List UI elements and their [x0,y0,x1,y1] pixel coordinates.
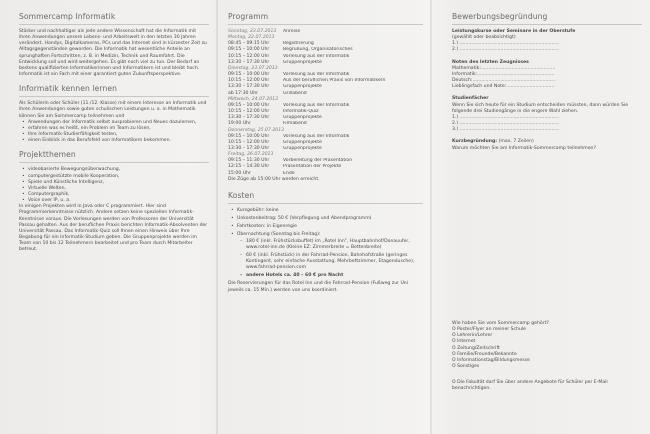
lk-title: Leistungskurse oder Seminare in der Oberstufe [452,29,576,34]
schedule-time: 09:15 – 10:00 Uhr [228,47,270,53]
kennen-lernen-list [19,120,209,145]
kosten-footer: Die Reservierungen für das Rotel Inn und die Fahrrad-Pension (Fußweg zur Uni jeweils ca. 15 Min.) werden von uns koordiniert. [228,281,409,293]
option-checkbox[interactable]: O Internet [452,339,476,345]
stud-field-1[interactable]: 1.) .................................................................... [452,114,559,120]
schedule-time: 13:30 – 17:30 Uhr [228,115,270,121]
option-checkbox[interactable]: O Lehrerin/Lehrer [452,333,493,339]
list-item: • videobasierte Bewegungsüberwachung, [28,167,209,173]
list-item: • Voice over IP, u. a. [28,198,209,204]
schedule-footer: Die Züge ab 15:00 Uhr werden erreicht. [228,176,320,182]
day-label: Dienstag, 23.07.2013 [228,65,278,71]
column-programm [217,0,431,434]
list-item: • Computergraphik, [28,192,209,198]
list-item: • Unkostenbeitrag: 50 € (Verpflegung und Abendprogramm) [237,216,423,222]
noten-field-informatik[interactable]: Informatik:..................................................... [452,71,555,77]
day-label: Sonntag, 23.07.2013 [228,29,277,34]
hotel-list [228,239,423,280]
schedule-item: Grillabend [283,90,307,96]
divider [228,24,423,25]
schedule-item: Gruppenprojekte [283,115,322,121]
option-checkbox[interactable]: O Familie/Freunde/Bekannte [452,351,517,357]
hotel-item: – 60 € (inkl. Frühstück) in der Fahrrad-Pension, Bahnhofstraße (geringes Kontingent, sehr einfache Ausstattung, Mehrbettzimmer, Etagendusche), www.fahrrad-pension.com [246,253,423,271]
schedule-row [228,121,423,127]
stud-title: Studienfächer [452,96,489,102]
hotel-item: – 180 € (inkl. Frühstücksbuffet) im „Rotel Inn“, Hauptbahnhof/Donauufer, www.rotel-inn.de (Kleine EZ: Zimmerbreite = Bettenbreite) [246,239,423,251]
schedule-item: Gruppenprojekte [283,59,322,65]
schedule-time: 13:30 – 17:30 Uhr [228,84,270,90]
schedule-item: Informatik-Quiz [283,109,319,115]
schedule-item: Begrüßung, Organisatorisches [283,47,353,53]
option-checkbox[interactable]: O Poster/Flyer an meiner Schule [452,327,526,333]
divider [19,162,209,163]
schedule-row [228,171,423,177]
list-item: • Übernachtung (Sonntag bis Freitag): [237,232,423,238]
column-bewerbung [431,0,650,434]
noten-field-deutsch[interactable]: Deutsch:......................................................... [452,78,556,84]
list-item: • computergestützte mobile Kooperation, [28,174,209,180]
schedule-time: 13:30 – 17:30 Uhr [228,59,270,65]
section-title-kennen-lernen: Informatik kennen lernen [19,84,118,94]
schedule-time: 15:00 Uhr [228,170,251,176]
projektthemen-list [19,167,209,204]
consent-checkbox[interactable]: O Die Fakultät darf Sie über andere Angebote für Schüler per E-Mail benachrichtigen. [452,380,608,392]
schedule-item: Vorbereitung der Präsentation [283,158,353,164]
source-block [452,321,642,393]
divider [19,24,209,25]
intro-text: Stärker und nachhaltiger als jede andere Wissenschaft hat die Informatik mit ihren Anwendungen unsere Lebens- und Arbeitswelt in den letzten 30 Jahren verändert. Handys, Digitalkameras, PCs und das Internet sind in kürzester Zeit zu Alltagsgegenständen geworden. Die Informatik hat wesentliche Anteile an sprunghaften Fortschritten, z. B. in Medizin, Technik und Raumfahrt. Die Entwicklung soll und wird weitergehen. Es gibt noch viel zu tun. Der Bedarf an bestens qualifizierten Informatikerinnen und Informatikern ist und bleibt hoch. Informatik ist ein Fach mit einer garantiert guten Zukunftsperspektive. [19,29,207,78]
schedule-item: Präsentation der Projekte [283,164,342,170]
schedule-item: Anreise [283,29,301,34]
schedule-time: 10:15 – 12:00 Uhr [228,109,270,115]
schedule-item: Vorlesung aus der Informatik [283,133,350,139]
option-checkbox[interactable]: O Informationstag/Bildungsmesse [452,357,530,363]
list-item: • erfahren was es heißt, ein Problem im Team zu lösen, [28,126,209,132]
schedule-time: 19:00 Uhr [228,121,251,127]
hotel-item: – andere Hotels ca. 40 – 60 € pro Nacht [246,273,423,279]
schedule-time: 09:15 – 10:00 Uhr [228,102,270,108]
schedule-item: Gruppenprojekte [283,84,322,90]
list-item: • Spiele und Künstliche Intelligenz, [28,180,209,186]
stud-text: Wenn Sie sich heute für ein Studium entscheiden müssten, dann würden Sie folgende drei Studiengänge in die engere Wahl ziehen. [452,102,629,114]
section-title-sommercamp: Sommercamp Informatik [19,12,116,21]
schedule-time: 10:15 – 12:00 Uhr [228,78,270,84]
schedule-item: Vorlesung aus der Informatik [283,72,350,78]
stud-field-3[interactable]: 3.) .................................................................... [452,127,559,133]
schedule-item: Gruppenprojekte [283,139,322,145]
schedule-item: Vorlesung aus der Informatik [283,102,350,108]
list-item: • Ihre Informatik-Studierfähigkeit testen, [28,132,209,138]
schedule-time: 09:15 – 10:00 Uhr [228,133,270,139]
kurz-text: Warum möchten Sie am Informatik-Sommercamp teilnehmen? [452,145,596,151]
list-item: • Fahrtkosten: in Eigenregie [237,224,423,230]
stud-field-2[interactable]: 2.) .................................................................... [452,121,559,127]
option-checkbox[interactable]: O Sonstiges [452,364,480,370]
column-intro [0,0,217,434]
section-title-programm: Programm [228,12,269,21]
list-item: • einen Einblick in das Berufsfeld von Informatikern bekommen. [28,138,209,144]
kennen-lernen-text: Als Schülerin oder Schüler (11./12. Klasse) mit einem Interesse an Informatik und ihren Anwendungen sowie guten schulischen Leistungen u. a. in Mathematik können Sie am Sommercamp teilnehmen und [19,101,207,119]
schedule-item: Registrierung [283,41,314,47]
day-label: Mittwoch, 24.07.2013 [228,96,279,102]
schedule-time: 12:15 – 14:30 Uhr [228,164,270,170]
day-label: Montag, 22.07.2013 [228,35,275,41]
lk-sub: (gewählt oder beabsichtigt) [452,35,516,41]
day-label: Freitag, 26.07.2013 [228,152,274,158]
schedule-time: 09:15 – 10:00 Uhr [228,72,270,78]
schedule-time: 09:15 – 11:30 Uhr [228,158,270,164]
schedule-time: 10:15 – 12:00 Uhr [228,139,270,145]
divider [228,203,423,204]
section-title-projektthemen: Projektthemen [19,150,76,160]
schedule-time: 10:15 – 12:00 Uhr [228,53,270,59]
kurz-note: (max. 7 Zeilen) [498,139,534,145]
divider [452,24,642,25]
schedule-time: 08:45 – 09:15 Uhr [228,41,270,47]
projektthemen-text: In einigen Projekten wird in Java oder C programmiert. Hier sind Programmierkenntnisse nützlich. Andere setzen keine speziellen Informatik-Kenntnisse voraus. Die Vorlesungen werden von Professoren der Universität Passau gehalten. Aus der beruflichen Praxis berichten Informatik-Absolventen der Universität Passau. Das Informatik-Quiz soll Ihnen einen Hinweis über Ihre Begabung für ein Informatik-Studium geben. Die Gruppenprojekte werden im Team von 10 bis 12 Teilnehmern bearbeitet und pro Team durch Mitarbeiter betreut. [19,204,208,253]
lk-field-1[interactable]: 1.) .................................................................... [452,41,559,47]
noten-title: Noten des letzten Zeugnisses [452,59,529,65]
schedule-item: Vorlesung aus der Informatik [283,53,350,59]
schedule-item: Gruppenprojekte [283,145,322,151]
noten-field-mathematik[interactable]: Mathematik:................................................... [452,65,556,71]
list-item: • Anwendungen der Informatik selbst ausprobieren und Neues dazulernen, [28,120,209,126]
kurz-title: Kurzbegründung: [452,139,498,145]
schedule-row [228,91,423,97]
schedule-item: Filmabend [283,121,307,127]
schedule-time: 13:30 – 17:30 Uhr [228,145,270,151]
schedule-time: ab 17:30 Uhr [228,90,259,96]
divider [19,96,209,97]
day-label: Donnerstag, 25.07.2013 [228,127,285,133]
list-item: • Kursgebühr: keine [237,208,423,214]
option-checkbox[interactable]: O Zeitung/Zeitschrift [452,345,500,351]
schedule-item: Ende [283,170,295,176]
schedule-item: Aus der beruflichen Praxis von Informatikern [283,78,386,84]
section-title-bewerbung: Bewerbungsbegründung [452,12,548,21]
gehoert-title: Wie haben Sie vom Sommercamp gehört? [452,321,549,326]
list-item: • Virtuelle Welten, [28,186,209,192]
lk-field-2[interactable]: 2.) .................................................................... [452,47,559,53]
section-title-kosten: Kosten [228,190,255,200]
noten-field-lieblingsfach[interactable]: Lieblingsfach und Note:................................. [452,84,555,90]
kosten-list [228,208,423,239]
